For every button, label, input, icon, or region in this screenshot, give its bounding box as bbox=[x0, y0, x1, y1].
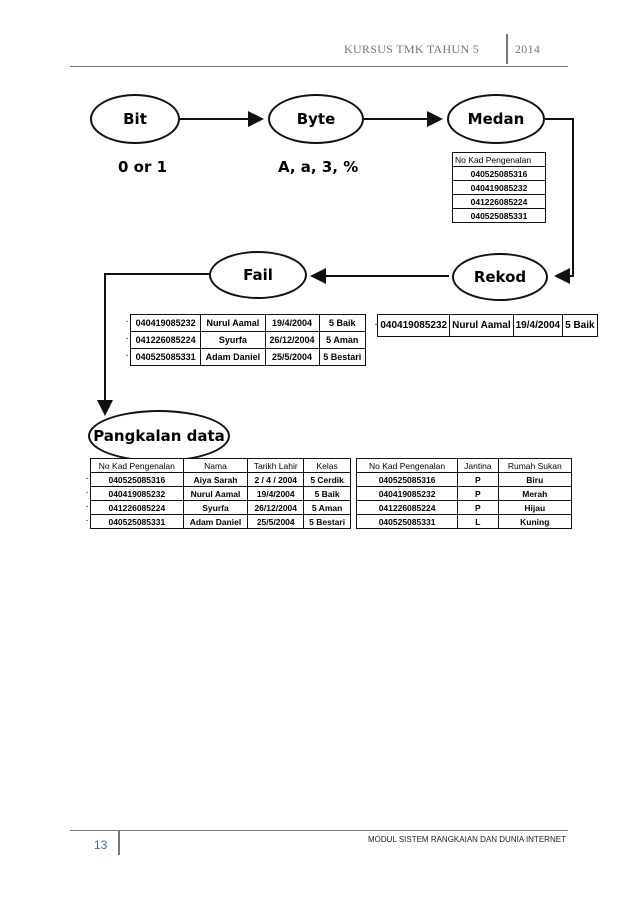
node-medan bbox=[447, 94, 545, 144]
table-header-row bbox=[357, 459, 572, 473]
table-row bbox=[126, 349, 366, 366]
node-medan-label: Medan bbox=[467, 110, 525, 128]
node-bit bbox=[90, 94, 180, 144]
db-cell: 5 Bestari bbox=[304, 515, 351, 529]
db-cell: 19/4/2004 bbox=[248, 487, 304, 501]
table-row bbox=[86, 487, 351, 501]
node-pangkalan-data bbox=[88, 410, 230, 462]
table-header-row bbox=[86, 459, 351, 473]
fail-cell: Adam Daniel bbox=[201, 349, 265, 366]
column-header: Nama bbox=[183, 459, 248, 473]
db-cell: 041226085224 bbox=[357, 501, 458, 515]
db-cell: 25/5/2004 bbox=[248, 515, 304, 529]
medan-header: No Kad Pengenalan bbox=[453, 153, 546, 167]
fail-cell: Nurul Aamal bbox=[201, 315, 265, 332]
fail-cell: Syurfa bbox=[201, 332, 265, 349]
db-cell: Merah bbox=[498, 487, 571, 501]
db-table-sports bbox=[356, 458, 572, 529]
table-row bbox=[357, 487, 572, 501]
table-row bbox=[86, 473, 351, 487]
fail-table bbox=[126, 314, 366, 366]
db-cell: 5 Baik bbox=[304, 487, 351, 501]
db-cell: Hijau bbox=[498, 501, 571, 515]
table-row bbox=[357, 515, 572, 529]
db-cell: 040525085331 bbox=[357, 515, 458, 529]
row-marker: · bbox=[375, 321, 378, 329]
node-byte-label: Byte bbox=[296, 110, 336, 128]
rekod-cell: 040419085232 bbox=[378, 315, 450, 337]
header-year: 2014 bbox=[515, 42, 541, 56]
medan-cell: 040419085232 bbox=[453, 181, 546, 195]
row-marker: · bbox=[86, 475, 89, 483]
rekod-cell: 19/4/2004 bbox=[513, 315, 563, 337]
db-cell: 5 Aman bbox=[304, 501, 351, 515]
db-cell: P bbox=[458, 487, 498, 501]
db-cell: 26/12/2004 bbox=[248, 501, 304, 515]
column-header: No Kad Pengenalan bbox=[357, 459, 458, 473]
db-cell: 040419085232 bbox=[91, 487, 184, 501]
fail-cell: 040419085232 bbox=[131, 315, 201, 332]
db-cell: Biru bbox=[498, 473, 571, 487]
db-cell: Syurfa bbox=[183, 501, 248, 515]
medan-table bbox=[452, 152, 546, 223]
header-title: KURSUS TMK TAHUN 5 bbox=[344, 42, 480, 56]
medan-cell: 041226085224 bbox=[453, 195, 546, 209]
db-cell: Nurul Aamal bbox=[183, 487, 248, 501]
fail-cell: 26/12/2004 bbox=[265, 332, 319, 349]
fail-cell: 25/5/2004 bbox=[265, 349, 319, 366]
db-cell: Adam Daniel bbox=[183, 515, 248, 529]
table-row bbox=[357, 473, 572, 487]
db-cell: L bbox=[458, 515, 498, 529]
row-marker: · bbox=[86, 517, 89, 525]
column-header: Rumah Sukan bbox=[498, 459, 571, 473]
fail-cell: 040525085331 bbox=[131, 349, 201, 366]
caption-byte: A, a, 3, % bbox=[278, 158, 359, 176]
fail-cell: 5 Aman bbox=[319, 332, 365, 349]
column-header: Tarikh Lahir bbox=[248, 459, 304, 473]
node-fail-label: Fail bbox=[243, 266, 273, 284]
row-marker: · bbox=[86, 489, 89, 497]
row-marker: · bbox=[86, 503, 89, 511]
fail-cell: 041226085224 bbox=[131, 332, 201, 349]
footer-rule bbox=[70, 830, 568, 831]
node-rekod-label: Rekod bbox=[473, 268, 527, 286]
row-marker: · bbox=[126, 336, 129, 343]
rekod-table bbox=[375, 314, 598, 337]
page-number: 13 bbox=[94, 838, 108, 852]
column-header: Jantina bbox=[458, 459, 498, 473]
db-table-students bbox=[86, 458, 351, 529]
caption-bit: 0 or 1 bbox=[118, 158, 168, 176]
column-header: Kelas bbox=[304, 459, 351, 473]
column-header: No Kad Pengenalan bbox=[91, 459, 184, 473]
db-cell: 2 / 4 / 2004 bbox=[248, 473, 304, 487]
node-rekod bbox=[452, 253, 548, 301]
db-cell: P bbox=[458, 501, 498, 515]
db-cell: 040525085316 bbox=[357, 473, 458, 487]
footer-text: MODUL SISTEM RANGKAIAN DAN DUNIA INTERNET bbox=[368, 835, 566, 844]
fail-cell: 5 Baik bbox=[319, 315, 365, 332]
db-cell: 041226085224 bbox=[91, 501, 184, 515]
medan-cell: 040525085331 bbox=[453, 209, 546, 223]
db-cell: Aiya Sarah bbox=[183, 473, 248, 487]
db-cell: P bbox=[458, 473, 498, 487]
fail-cell: 5 Bestari bbox=[319, 349, 365, 366]
node-bit-label: Bit bbox=[123, 110, 147, 128]
table-row bbox=[86, 515, 351, 529]
medan-cell: 040525085316 bbox=[453, 167, 546, 181]
row-marker: · bbox=[126, 319, 129, 326]
db-cell: Kuning bbox=[498, 515, 571, 529]
table-row bbox=[357, 501, 572, 515]
db-cell: 040419085232 bbox=[357, 487, 458, 501]
node-fail bbox=[209, 251, 307, 299]
footer-divider bbox=[118, 831, 120, 855]
arrow-medan-rekod bbox=[545, 119, 573, 276]
node-byte bbox=[268, 94, 364, 144]
table-row bbox=[126, 315, 366, 332]
fail-cell: 19/4/2004 bbox=[265, 315, 319, 332]
db-cell: 5 Cerdik bbox=[304, 473, 351, 487]
db-cell: 040525085331 bbox=[91, 515, 184, 529]
node-pangkalan-label: Pangkalan data bbox=[93, 427, 225, 445]
table-row bbox=[126, 332, 366, 349]
table-row bbox=[86, 501, 351, 515]
row-marker: · bbox=[126, 353, 129, 360]
rekod-cell: Nurul Aamal bbox=[450, 315, 514, 337]
table-row bbox=[375, 315, 597, 337]
db-cell: 040525085316 bbox=[91, 473, 184, 487]
rekod-cell: 5 Baik bbox=[563, 315, 597, 337]
